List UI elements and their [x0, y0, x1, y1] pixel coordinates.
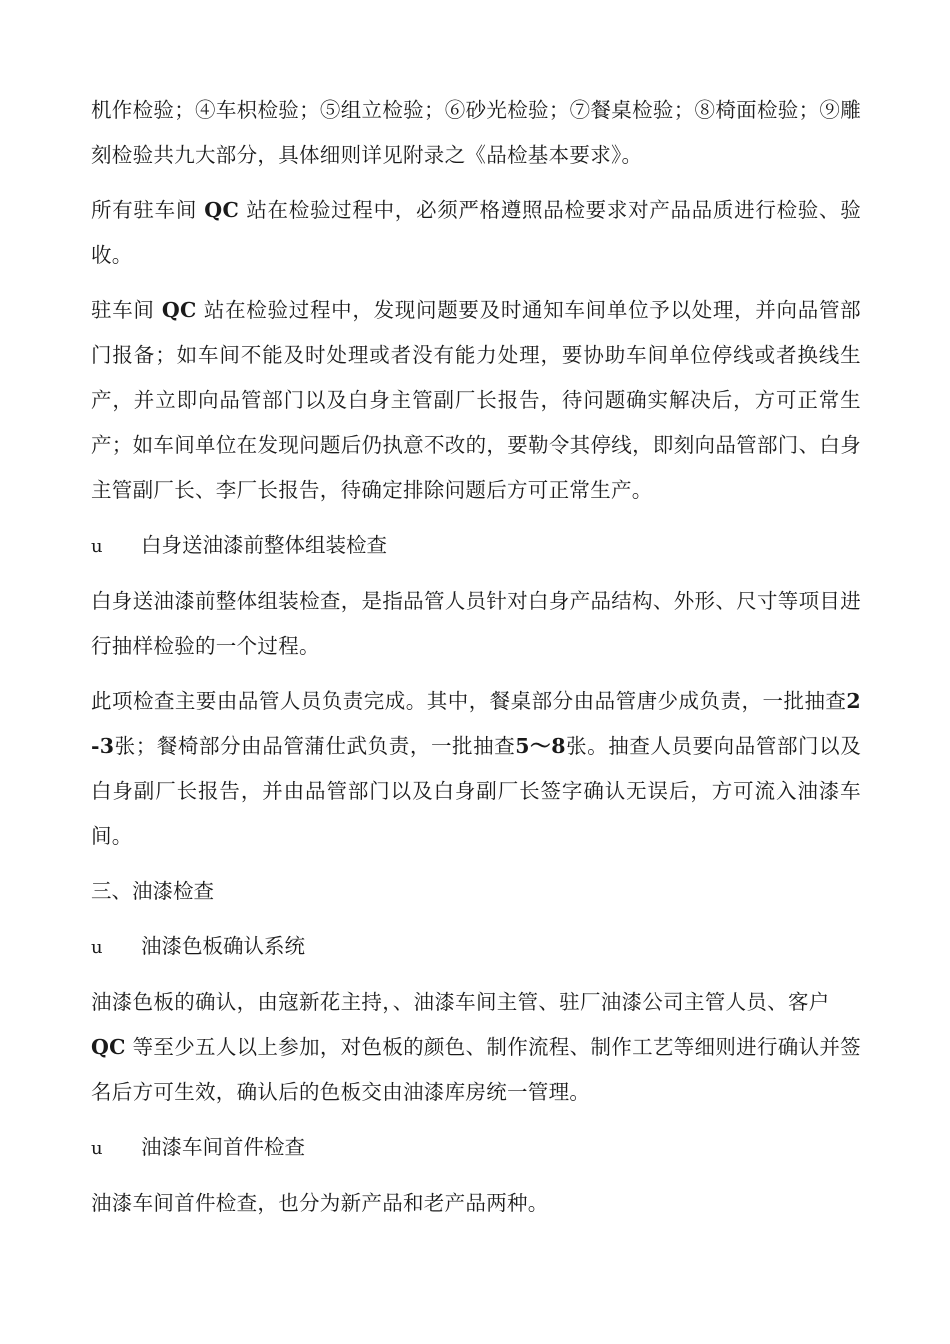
bullet-color-board: [91, 924, 861, 970]
paragraph-color-board-confirmation: [91, 980, 861, 1115]
paragraph-assembly-responsibility: [91, 679, 861, 859]
paragraph-text: 等至少五人以上参加，对色板的颜色、制作流程、制作工艺等细则进行确认并签名后方可生效，确认后的色板交由油漆库房统一管理。: [91, 1035, 861, 1104]
paragraph-text: 白身送油漆前整体组装检查，是指品管人员针对白身产品结构、外形、尺寸等项目进行抽样检验的一个过程。: [91, 589, 861, 658]
qc-term: QC: [204, 198, 240, 222]
paragraph-qc-problem-handling: [91, 288, 861, 513]
paragraph-text: 张。抽查人员要向品管部门以及白身副厂长报告，并由品管部门以及白身副厂长签字确认无误后，方可流入油漆车间。: [91, 734, 861, 848]
qc-term: QC: [91, 1035, 126, 1059]
qc-term: QC: [161, 298, 197, 322]
bullet-assembly-check: [91, 523, 861, 569]
paragraph-assembly-definition: [91, 579, 861, 669]
paragraph-text: 驻车间: [91, 298, 155, 322]
paragraph-first-piece-types: [91, 1181, 861, 1226]
bullet-marker: u: [91, 937, 103, 958]
paragraph-inspection-parts: [91, 88, 861, 178]
bullet-first-piece-check: [91, 1125, 861, 1171]
sample-count: 2-3: [91, 689, 861, 758]
paragraph-text: 此项检查主要由品管人员负责完成。其中，餐桌部分由品管唐少成负责，一批抽查: [91, 689, 847, 713]
paragraph-text: 所有驻车间: [91, 198, 198, 222]
bullet-marker: u: [91, 536, 103, 557]
paragraph-text: 站在检验过程中，必须严格遵照品检要求对产品品质进行检验、验收。: [91, 198, 861, 267]
bullet-text: 油漆色板确认系统: [141, 934, 305, 958]
paragraph-text: 油漆色板的确认，由寇新花主持，、油漆车间主管、驻厂油漆公司主管人员、客户: [91, 990, 830, 1014]
paragraph-qc-strict-inspection: [91, 188, 861, 278]
paragraph-text: 站在检验过程中，发现问题要及时通知车间单位予以处理，并向品管部门报备；如车间不能及时处理或者没有能力处理，要协助车间单位停线或者换线生产，并立即向品管部门以及白身主管副厂长报告，待问题确实解决后，方可正常生产；如车间单位在发现问题后仍执意不改的，要勒令其停线，即刻向品管部门、白身主管副厂长、李厂长报告，待确定排除问题后方可正常生产。: [91, 298, 861, 502]
section-heading-paint-inspection: 三、油漆检查: [91, 879, 214, 903]
document-page: [91, 88, 861, 1236]
bullet-marker: u: [91, 1138, 103, 1159]
sample-count: 5～8: [515, 734, 566, 758]
paragraph-text: 油漆车间首件检查，也分为新产品和老产品两种。: [91, 1191, 549, 1215]
paragraph-text: 张；餐椅部分由品管蒲仕武负责，一批抽查: [114, 734, 516, 758]
bullet-text: 油漆车间首件检查: [141, 1135, 305, 1159]
bullet-text: 白身送油漆前整体组装检查: [141, 533, 387, 557]
paragraph-text: 机作检验；④车枳检验；⑤组立检验；⑥砂光检验；⑦餐桌检验；⑧椅面检验；⑨雕刻检验共九大部分，具体细则详见附录之《品检基本要求》。: [91, 98, 861, 167]
